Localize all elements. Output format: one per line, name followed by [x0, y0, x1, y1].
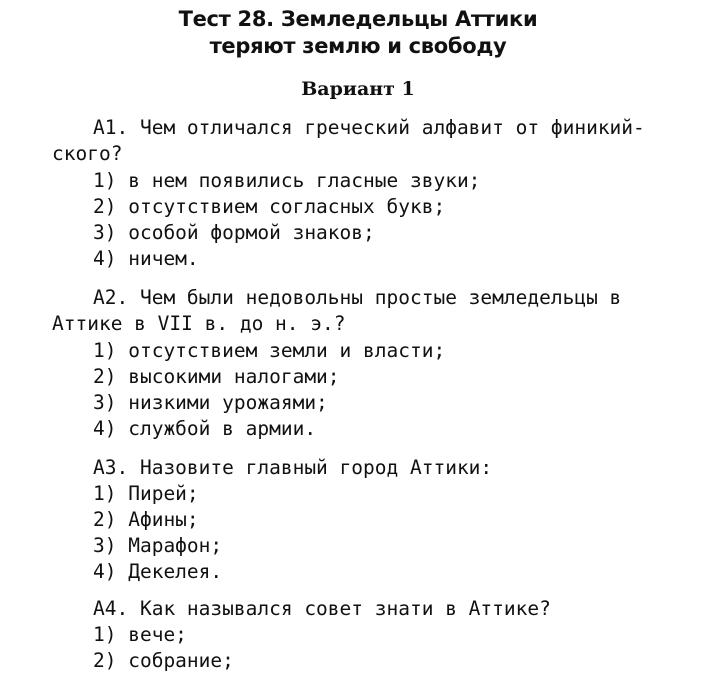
question-a2-text: А2. Чем были недовольны простые земледельцы в	[93, 286, 622, 309]
test-subtitle: теряют землю и свободу	[209, 34, 507, 58]
question-a1-option-3: 3) особой формой знаков;	[93, 221, 375, 244]
question-a3-option-1: 1) Пирей;	[93, 482, 199, 505]
question-a3-option-4: 4) Декелея.	[93, 560, 223, 583]
test-title: Тест 28. Земледельцы Аттики	[178, 7, 538, 31]
question-a1-option-1: 1) в нем появились гласные звуки;	[93, 169, 481, 192]
question-a3-option-3: 3) Марафон;	[93, 534, 223, 557]
question-a1-text-cont: ского?	[52, 142, 123, 165]
question-a4-text: А4. Как назывался совет знати в Аттике?	[93, 597, 551, 620]
question-a1-text: А1. Чем отличался греческий алфавит от финикий-	[93, 116, 645, 139]
question-a2-option-3: 3) низкими урожаями;	[93, 391, 328, 414]
variant-heading: Вариант 1	[301, 78, 415, 100]
question-a1-option-4: 4) ничем.	[93, 247, 199, 270]
question-a3-option-2: 2) Афины;	[93, 508, 199, 531]
question-a2-option-4: 4) службой в армии.	[93, 417, 317, 440]
question-a2-option-2: 2) высокими налогами;	[93, 365, 340, 388]
question-a3-text: А3. Назовите главный город Аттики:	[93, 456, 493, 479]
question-a2-text-cont: Аттике в VII в. до н. э.?	[52, 312, 346, 335]
question-a1-option-2: 2) отсутствием согласных букв;	[93, 195, 446, 218]
question-a2-option-1: 1) отсутствием земли и власти;	[93, 339, 446, 362]
question-a4-option-2: 2) собрание;	[93, 649, 234, 672]
question-a4-option-1: 1) вече;	[93, 623, 187, 646]
